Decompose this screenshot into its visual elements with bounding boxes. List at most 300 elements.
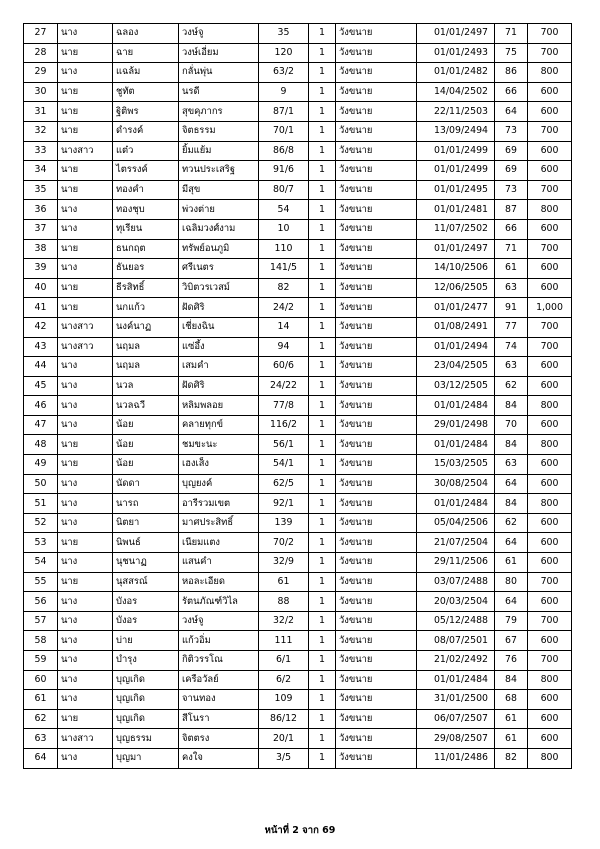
first-name-cell: บุญเกิด <box>113 709 179 729</box>
row-number-cell: 27 <box>24 24 58 44</box>
name-title-cell: นาง <box>58 200 113 220</box>
first-name-cell: ฉลอง <box>113 24 179 44</box>
name-title-cell: นาง <box>58 651 113 671</box>
name-title-cell: นาง <box>58 494 113 514</box>
row-number-cell: 36 <box>24 200 58 220</box>
last-name-cell: พ่วงต่าย <box>179 200 259 220</box>
allowance-amount-cell: 600 <box>528 513 572 533</box>
moo-number-cell: 1 <box>309 337 336 357</box>
first-name-cell: บ่าย <box>113 631 179 651</box>
moo-number-cell: 1 <box>309 200 336 220</box>
allowance-amount-cell: 1,000 <box>528 298 572 318</box>
age-cell: 63 <box>495 278 528 298</box>
house-number-cell: 10 <box>259 219 309 239</box>
last-name-cell: หลิมพลอย <box>179 396 259 416</box>
allowance-amount-cell: 600 <box>528 690 572 710</box>
last-name-cell: เชี่ยงฉิน <box>179 317 259 337</box>
table-row <box>24 513 572 533</box>
table-row <box>24 357 572 377</box>
name-title-cell: นาย <box>58 102 113 122</box>
house-number-cell: 70/1 <box>259 121 309 141</box>
birth-date-cell: 13/09/2494 <box>417 121 495 141</box>
name-title-cell: นาง <box>58 611 113 631</box>
house-number-cell: 70/2 <box>259 533 309 553</box>
moo-number-cell: 1 <box>309 24 336 44</box>
name-title-cell: นาย <box>58 121 113 141</box>
last-name-cell: สุขคุภากร <box>179 102 259 122</box>
name-title-cell: นาย <box>58 82 113 102</box>
table-row <box>24 533 572 553</box>
allowance-amount-cell: 600 <box>528 82 572 102</box>
village-name-cell: วังขนาย <box>336 43 417 63</box>
last-name-cell: นรดี <box>179 82 259 102</box>
table-row <box>24 435 572 455</box>
birth-date-cell: 21/07/2504 <box>417 533 495 553</box>
allowance-amount-cell: 700 <box>528 43 572 63</box>
village-name-cell: วังขนาย <box>336 611 417 631</box>
table-row <box>24 592 572 612</box>
row-number-cell: 38 <box>24 239 58 259</box>
table-row <box>24 376 572 396</box>
allowance-amount-cell: 700 <box>528 337 572 357</box>
row-number-cell: 41 <box>24 298 58 318</box>
last-name-cell: กลั่นพุ่น <box>179 63 259 83</box>
row-number-cell: 34 <box>24 161 58 181</box>
name-title-cell: นาย <box>58 43 113 63</box>
moo-number-cell: 1 <box>309 376 336 396</box>
last-name-cell: คงใจ <box>179 748 259 768</box>
house-number-cell: 6/2 <box>259 670 309 690</box>
last-name-cell: วงษ์จู <box>179 24 259 44</box>
house-number-cell: 32/2 <box>259 611 309 631</box>
house-number-cell: 6/1 <box>259 651 309 671</box>
first-name-cell: บุญเกิด <box>113 690 179 710</box>
name-title-cell: นาง <box>58 219 113 239</box>
moo-number-cell: 1 <box>309 102 336 122</box>
first-name-cell: น้อย <box>113 415 179 435</box>
house-number-cell: 56/1 <box>259 435 309 455</box>
house-number-cell: 20/1 <box>259 729 309 749</box>
table-row <box>24 219 572 239</box>
birth-date-cell: 01/01/2484 <box>417 670 495 690</box>
allowance-amount-cell: 800 <box>528 435 572 455</box>
first-name-cell: ธนกฤต <box>113 239 179 259</box>
moo-number-cell: 1 <box>309 435 336 455</box>
house-number-cell: 91/6 <box>259 161 309 181</box>
age-cell: 62 <box>495 376 528 396</box>
age-cell: 91 <box>495 298 528 318</box>
birth-date-cell: 01/01/2495 <box>417 180 495 200</box>
name-title-cell: นาง <box>58 415 113 435</box>
age-cell: 86 <box>495 63 528 83</box>
allowance-amount-cell: 600 <box>528 102 572 122</box>
moo-number-cell: 1 <box>309 455 336 475</box>
village-name-cell: วังขนาย <box>336 376 417 396</box>
house-number-cell: 32/9 <box>259 553 309 573</box>
allowance-amount-cell: 700 <box>528 651 572 671</box>
first-name-cell: นิตยา <box>113 513 179 533</box>
name-title-cell: นางสาว <box>58 317 113 337</box>
village-name-cell: วังขนาย <box>336 513 417 533</box>
allowance-amount-cell: 700 <box>528 317 572 337</box>
birth-date-cell: 01/08/2491 <box>417 317 495 337</box>
name-title-cell: นางสาว <box>58 729 113 749</box>
name-title-cell: นาย <box>58 533 113 553</box>
house-number-cell: 120 <box>259 43 309 63</box>
name-title-cell: นาย <box>58 455 113 475</box>
village-name-cell: วังขนาย <box>336 298 417 318</box>
allowance-amount-cell: 600 <box>528 729 572 749</box>
allowance-amount-cell: 700 <box>528 121 572 141</box>
moo-number-cell: 1 <box>309 219 336 239</box>
allowance-amount-cell: 600 <box>528 592 572 612</box>
village-name-cell: วังขนาย <box>336 533 417 553</box>
last-name-cell: ทรัพย์อนภูมิ <box>179 239 259 259</box>
table-row <box>24 611 572 631</box>
allowance-amount-cell: 800 <box>528 200 572 220</box>
birth-date-cell: 29/08/2507 <box>417 729 495 749</box>
first-name-cell: ธีรสิทธิ์ <box>113 278 179 298</box>
age-cell: 73 <box>495 180 528 200</box>
age-cell: 77 <box>495 317 528 337</box>
last-name-cell: ยิ้มแย้ม <box>179 141 259 161</box>
table-row <box>24 121 572 141</box>
table-row <box>24 200 572 220</box>
age-cell: 64 <box>495 533 528 553</box>
allowance-amount-cell: 600 <box>528 533 572 553</box>
village-name-cell: วังขนาย <box>336 748 417 768</box>
name-title-cell: นาง <box>58 631 113 651</box>
last-name-cell: หอละเอียด <box>179 572 259 592</box>
beneficiary-table <box>23 23 572 769</box>
age-cell: 71 <box>495 239 528 259</box>
birth-date-cell: 15/03/2505 <box>417 455 495 475</box>
table-row <box>24 729 572 749</box>
allowance-amount-cell: 600 <box>528 415 572 435</box>
table-row <box>24 180 572 200</box>
birth-date-cell: 14/10/2506 <box>417 259 495 279</box>
allowance-amount-cell: 700 <box>528 180 572 200</box>
age-cell: 82 <box>495 748 528 768</box>
row-number-cell: 44 <box>24 357 58 377</box>
age-cell: 64 <box>495 592 528 612</box>
moo-number-cell: 1 <box>309 82 336 102</box>
moo-number-cell: 1 <box>309 651 336 671</box>
row-number-cell: 31 <box>24 102 58 122</box>
allowance-amount-cell: 600 <box>528 455 572 475</box>
house-number-cell: 9 <box>259 82 309 102</box>
birth-date-cell: 12/06/2505 <box>417 278 495 298</box>
row-number-cell: 35 <box>24 180 58 200</box>
allowance-amount-cell: 800 <box>528 63 572 83</box>
name-title-cell: นาย <box>58 180 113 200</box>
last-name-cell: ทวนประเสริฐ <box>179 161 259 181</box>
moo-number-cell: 1 <box>309 670 336 690</box>
last-name-cell: สีโนรา <box>179 709 259 729</box>
village-name-cell: วังขนาย <box>336 651 417 671</box>
village-name-cell: วังขนาย <box>336 729 417 749</box>
name-title-cell: นาย <box>58 161 113 181</box>
row-number-cell: 29 <box>24 63 58 83</box>
last-name-cell: จานทอง <box>179 690 259 710</box>
birth-date-cell: 01/01/2481 <box>417 200 495 220</box>
table-row <box>24 43 572 63</box>
table-row <box>24 748 572 768</box>
allowance-amount-cell: 800 <box>528 494 572 514</box>
age-cell: 66 <box>495 82 528 102</box>
name-title-cell: นาย <box>58 572 113 592</box>
last-name-cell: เนียมแตง <box>179 533 259 553</box>
birth-date-cell: 01/01/2499 <box>417 161 495 181</box>
row-number-cell: 62 <box>24 709 58 729</box>
house-number-cell: 110 <box>259 239 309 259</box>
age-cell: 84 <box>495 435 528 455</box>
house-number-cell: 116/2 <box>259 415 309 435</box>
name-title-cell: นางสาว <box>58 337 113 357</box>
row-number-cell: 51 <box>24 494 58 514</box>
birth-date-cell: 05/12/2488 <box>417 611 495 631</box>
birth-date-cell: 31/01/2500 <box>417 690 495 710</box>
row-number-cell: 30 <box>24 82 58 102</box>
moo-number-cell: 1 <box>309 748 336 768</box>
first-name-cell: นุชนาฏ <box>113 553 179 573</box>
name-title-cell: นาง <box>58 396 113 416</box>
moo-number-cell: 1 <box>309 592 336 612</box>
age-cell: 84 <box>495 494 528 514</box>
row-number-cell: 45 <box>24 376 58 396</box>
page-number: หน้าที่ 2 จาก 69 <box>264 825 336 836</box>
table-row <box>24 317 572 337</box>
table-row <box>24 572 572 592</box>
village-name-cell: วังขนาย <box>336 317 417 337</box>
birth-date-cell: 03/12/2505 <box>417 376 495 396</box>
name-title-cell: นาง <box>58 474 113 494</box>
birth-date-cell: 08/07/2501 <box>417 631 495 651</box>
village-name-cell: วังขนาย <box>336 592 417 612</box>
name-title-cell: นาง <box>58 748 113 768</box>
age-cell: 66 <box>495 219 528 239</box>
age-cell: 69 <box>495 161 528 181</box>
first-name-cell: ฐิติพร <box>113 102 179 122</box>
last-name-cell: เสมคำ <box>179 357 259 377</box>
row-number-cell: 59 <box>24 651 58 671</box>
moo-number-cell: 1 <box>309 611 336 631</box>
last-name-cell: แสนคำ <box>179 553 259 573</box>
name-title-cell: นาย <box>58 709 113 729</box>
village-name-cell: วังขนาย <box>336 572 417 592</box>
allowance-amount-cell: 800 <box>528 748 572 768</box>
moo-number-cell: 1 <box>309 572 336 592</box>
first-name-cell: ไตรรงค์ <box>113 161 179 181</box>
birth-date-cell: 11/01/2486 <box>417 748 495 768</box>
table-row <box>24 141 572 161</box>
last-name-cell: กิติวรรโณ <box>179 651 259 671</box>
house-number-cell: 139 <box>259 513 309 533</box>
birth-date-cell: 01/01/2484 <box>417 435 495 455</box>
age-cell: 79 <box>495 611 528 631</box>
name-title-cell: นาง <box>58 553 113 573</box>
table-row <box>24 415 572 435</box>
moo-number-cell: 1 <box>309 63 336 83</box>
house-number-cell: 80/7 <box>259 180 309 200</box>
allowance-amount-cell: 600 <box>528 474 572 494</box>
house-number-cell: 62/5 <box>259 474 309 494</box>
village-name-cell: วังขนาย <box>336 219 417 239</box>
house-number-cell: 54/1 <box>259 455 309 475</box>
row-number-cell: 56 <box>24 592 58 612</box>
birth-date-cell: 22/11/2503 <box>417 102 495 122</box>
row-number-cell: 28 <box>24 43 58 63</box>
village-name-cell: วังขนาย <box>336 670 417 690</box>
first-name-cell: บังอร <box>113 592 179 612</box>
first-name-cell: ดำรงค์ <box>113 121 179 141</box>
name-title-cell: นาย <box>58 298 113 318</box>
age-cell: 70 <box>495 415 528 435</box>
last-name-cell: จิตตรง <box>179 729 259 749</box>
village-name-cell: วังขนาย <box>336 161 417 181</box>
first-name-cell: นารถ <box>113 494 179 514</box>
birth-date-cell: 01/01/2484 <box>417 396 495 416</box>
row-number-cell: 46 <box>24 396 58 416</box>
village-name-cell: วังขนาย <box>336 63 417 83</box>
moo-number-cell: 1 <box>309 278 336 298</box>
village-name-cell: วังขนาย <box>336 239 417 259</box>
last-name-cell: ศรีเนตร <box>179 259 259 279</box>
allowance-amount-cell: 600 <box>528 141 572 161</box>
row-number-cell: 57 <box>24 611 58 631</box>
allowance-amount-cell: 600 <box>528 259 572 279</box>
moo-number-cell: 1 <box>309 553 336 573</box>
moo-number-cell: 1 <box>309 396 336 416</box>
table-row <box>24 709 572 729</box>
village-name-cell: วังขนาย <box>336 631 417 651</box>
row-number-cell: 60 <box>24 670 58 690</box>
village-name-cell: วังขนาย <box>336 435 417 455</box>
age-cell: 63 <box>495 455 528 475</box>
house-number-cell: 82 <box>259 278 309 298</box>
moo-number-cell: 1 <box>309 709 336 729</box>
house-number-cell: 60/6 <box>259 357 309 377</box>
age-cell: 73 <box>495 121 528 141</box>
last-name-cell: เฉลิมวงศ์งาม <box>179 219 259 239</box>
moo-number-cell: 1 <box>309 690 336 710</box>
allowance-amount-cell: 700 <box>528 611 572 631</box>
row-number-cell: 63 <box>24 729 58 749</box>
first-name-cell: นัดดา <box>113 474 179 494</box>
first-name-cell: นิพนธ์ <box>113 533 179 553</box>
birth-date-cell: 01/01/2497 <box>417 239 495 259</box>
first-name-cell: บุญเกิด <box>113 670 179 690</box>
village-name-cell: วังขนาย <box>336 690 417 710</box>
village-name-cell: วังขนาย <box>336 337 417 357</box>
age-cell: 61 <box>495 729 528 749</box>
first-name-cell: นวล <box>113 376 179 396</box>
last-name-cell: มีสุข <box>179 180 259 200</box>
village-name-cell: วังขนาย <box>336 200 417 220</box>
row-number-cell: 52 <box>24 513 58 533</box>
house-number-cell: 35 <box>259 24 309 44</box>
village-name-cell: วังขนาย <box>336 82 417 102</box>
house-number-cell: 94 <box>259 337 309 357</box>
allowance-amount-cell: 600 <box>528 376 572 396</box>
age-cell: 68 <box>495 690 528 710</box>
row-number-cell: 58 <box>24 631 58 651</box>
last-name-cell: วงษ์จู <box>179 611 259 631</box>
row-number-cell: 39 <box>24 259 58 279</box>
name-title-cell: นาย <box>58 278 113 298</box>
first-name-cell: ทุเรียน <box>113 219 179 239</box>
table-row <box>24 259 572 279</box>
last-name-cell: บุญยงค์ <box>179 474 259 494</box>
first-name-cell: ทองคำ <box>113 180 179 200</box>
first-name-cell: นฤมล <box>113 357 179 377</box>
name-title-cell: นาง <box>58 690 113 710</box>
table-row <box>24 82 572 102</box>
village-name-cell: วังขนาย <box>336 121 417 141</box>
name-title-cell: นาง <box>58 513 113 533</box>
name-title-cell: นาย <box>58 239 113 259</box>
age-cell: 84 <box>495 396 528 416</box>
table-row <box>24 24 572 44</box>
birth-date-cell: 14/04/2502 <box>417 82 495 102</box>
allowance-amount-cell: 800 <box>528 670 572 690</box>
age-cell: 63 <box>495 357 528 377</box>
name-title-cell: นางสาว <box>58 141 113 161</box>
last-name-cell: เฮงเส็ง <box>179 455 259 475</box>
birth-date-cell: 01/01/2499 <box>417 141 495 161</box>
row-number-cell: 53 <box>24 533 58 553</box>
moo-number-cell: 1 <box>309 180 336 200</box>
table-row <box>24 278 572 298</box>
age-cell: 71 <box>495 24 528 44</box>
first-name-cell: แต๋ว <box>113 141 179 161</box>
birth-date-cell: 01/01/2477 <box>417 298 495 318</box>
table-row <box>24 337 572 357</box>
row-number-cell: 48 <box>24 435 58 455</box>
table-row <box>24 396 572 416</box>
house-number-cell: 109 <box>259 690 309 710</box>
first-name-cell: แฉล้ม <box>113 63 179 83</box>
moo-number-cell: 1 <box>309 513 336 533</box>
allowance-amount-cell: 600 <box>528 161 572 181</box>
moo-number-cell: 1 <box>309 631 336 651</box>
age-cell: 62 <box>495 513 528 533</box>
table-row <box>24 455 572 475</box>
allowance-amount-cell: 700 <box>528 239 572 259</box>
village-name-cell: วังขนาย <box>336 357 417 377</box>
allowance-amount-cell: 700 <box>528 572 572 592</box>
village-name-cell: วังขนาย <box>336 415 417 435</box>
village-name-cell: วังขนาย <box>336 259 417 279</box>
row-number-cell: 55 <box>24 572 58 592</box>
table-row <box>24 63 572 83</box>
row-number-cell: 61 <box>24 690 58 710</box>
allowance-amount-cell: 600 <box>528 553 572 573</box>
name-title-cell: นาง <box>58 63 113 83</box>
birth-date-cell: 01/01/2497 <box>417 24 495 44</box>
birth-date-cell: 05/04/2506 <box>417 513 495 533</box>
moo-number-cell: 1 <box>309 474 336 494</box>
house-number-cell: 3/5 <box>259 748 309 768</box>
birth-date-cell: 01/01/2493 <box>417 43 495 63</box>
moo-number-cell: 1 <box>309 494 336 514</box>
table-row <box>24 161 572 181</box>
house-number-cell: 14 <box>259 317 309 337</box>
birth-date-cell: 29/01/2498 <box>417 415 495 435</box>
age-cell: 61 <box>495 709 528 729</box>
birth-date-cell: 21/02/2492 <box>417 651 495 671</box>
moo-number-cell: 1 <box>309 729 336 749</box>
